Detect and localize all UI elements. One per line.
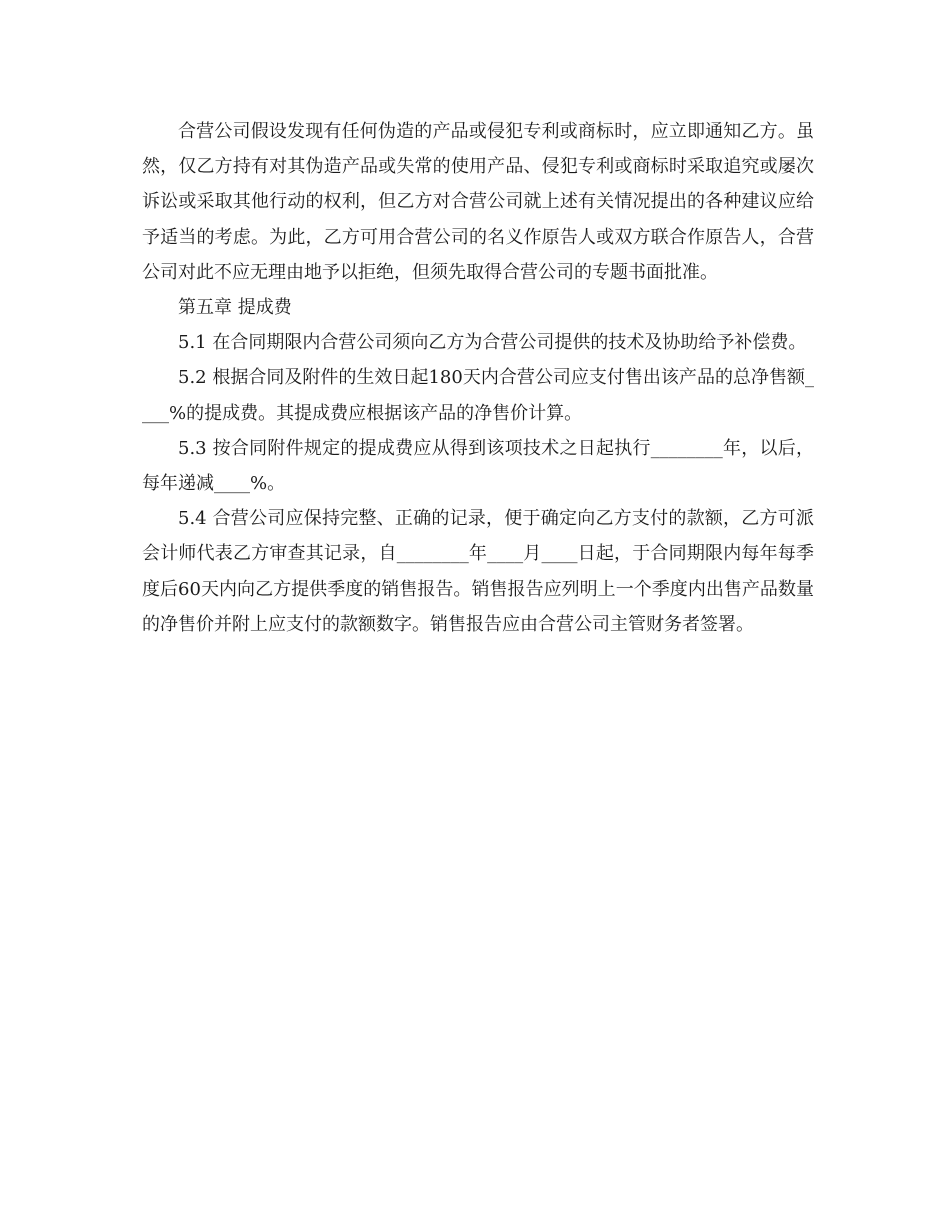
clause-5-1: 5.1 在合同期限内合营公司须向乙方为合营公司提供的技术及协助给予补偿费。	[178, 332, 807, 354]
clause-5-4: 5.4 合营公司应保持完整、正确的记录，便于确定向乙方支付的款额，乙方可派会计师代表乙方审查其记录，自________年____月____日起，于合同期限内每年每季度后60天内向乙方提供季度的销售报告。销售报告应列明上一个季度内出售产品数量的净售价并附上应支付的款额数字。销售报告应由合营公司主管财务者签署。	[142, 508, 814, 635]
clause-5-3: 5.3 按合同附件规定的提成费应从得到该项技术之日起执行________年，以后，每年递减____%。	[142, 437, 814, 495]
paragraph-trademark-infringement: 合营公司假设发现有任何伪造的产品或侵犯专利或商标时，应立即通知乙方。虽然，仅乙方持有对其伪造产品或失常的使用产品、侵犯专利或商标时采取追究或屡次诉讼或采取其他行动的权利，但乙方对合营公司就上述有关情况提出的各种建议应给予适当的考虑。为此，乙方可用合营公司的名义作原告人或双方联合作原告人，合营公司对此不应无理由地予以拒绝，但须先取得合营公司的专题书面批准。	[142, 121, 814, 283]
document-body	[142, 114, 814, 642]
chapter-five-heading: 第五章 提成费	[178, 297, 292, 319]
clause-5-2: 5.2 根据合同及附件的生效日起180天内合营公司应支付售出该产品的总净售额____%的提成费。其提成费应根据该产品的净售价计算。	[142, 367, 814, 424]
